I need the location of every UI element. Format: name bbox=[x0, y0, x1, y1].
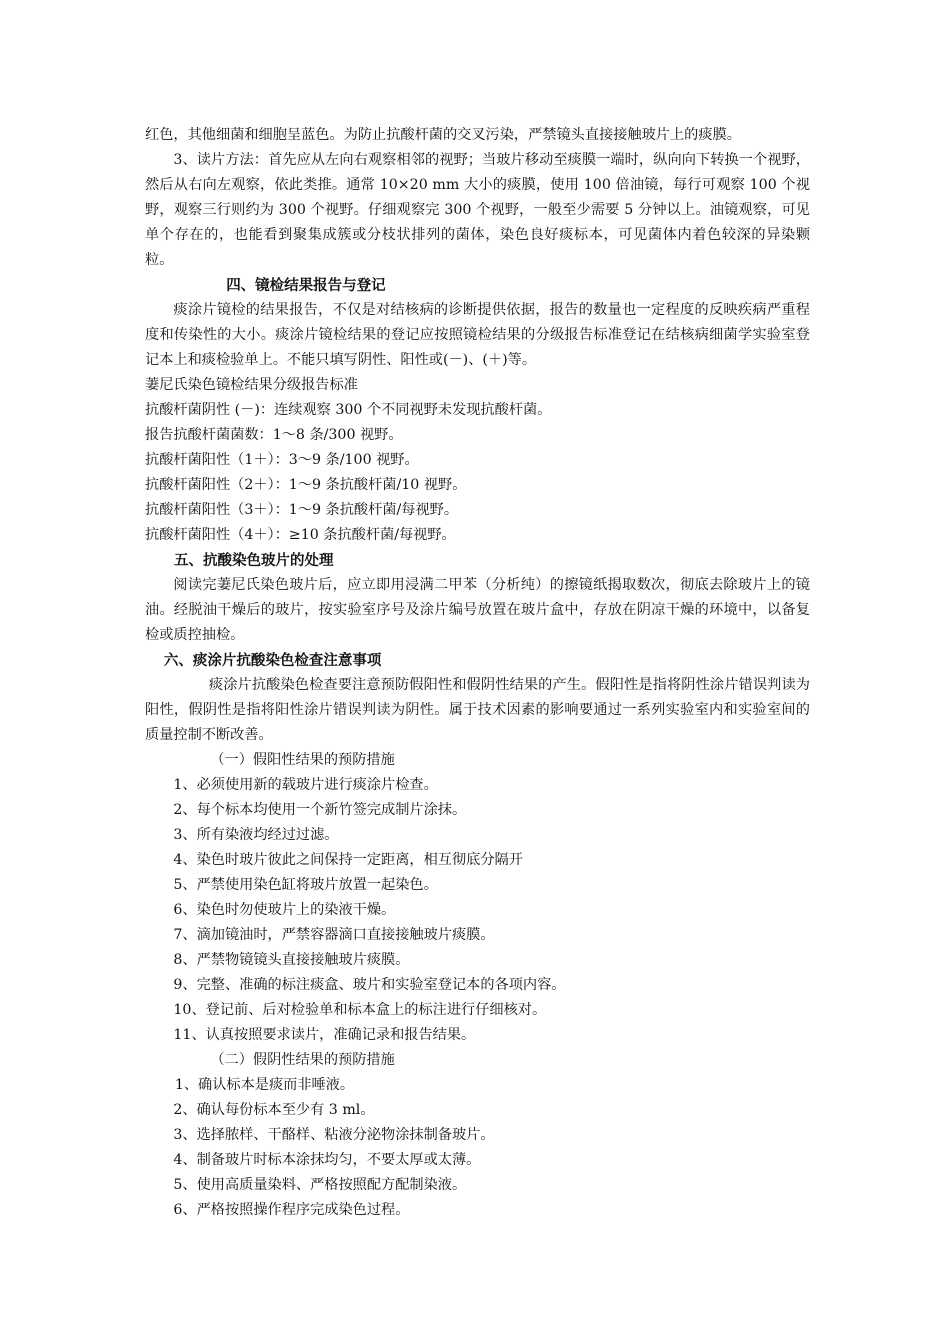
list-item: 3、所有染液均经过过滤。 bbox=[173, 827, 339, 843]
list-item: 5、使用高质量染料、严格按照配方配制染液。 bbox=[173, 1177, 467, 1193]
grade-item: 抗酸杆菌阳性（3＋）：1～9 条抗酸杆菌/每视野。 bbox=[145, 502, 459, 518]
grade-item: 抗酸杆菌阳性（2＋）：1～9 条抗酸杆菌/10 视野。 bbox=[145, 477, 467, 493]
grade-item: 报告抗酸杆菌菌数：1～8 条/300 视野。 bbox=[145, 427, 403, 443]
list-item: 4、制备玻片时标本涂抹均匀，不要太厚或太薄。 bbox=[173, 1152, 481, 1168]
paragraph-section-5: 阅读完萋尼氏染色玻片后，应立即用浸满二甲苯（分析纯）的擦镜纸揭取数次，彻底去除玻片上的镜油。经脱油干燥后的玻片，按实验室序号及涂片编号放置在玻片盒中，存放在阴凉干燥的环境中，以备复检或质控抽检。 bbox=[145, 577, 810, 643]
section-heading-5: 五、抗酸染色玻片的处理 bbox=[174, 552, 334, 569]
paragraph-intro-tail: 红色，其他细菌和细胞呈蓝色。为防止抗酸杆菌的交叉污染，严禁镜头直接接触玻片上的痰膜。 bbox=[145, 127, 741, 143]
paragraph-section-4: 痰涂片镜检的结果报告，不仅是对结核病的诊断提供依据，报告的数量也一定程度的反映疾病严重程度和传染性的大小。痰涂片镜检结果的登记应按照镜检结果的分级报告标准登记在结核病细菌学实验室登记本上和痰检验单上。不能只填写阴性、阳性或(－)、(＋)等。 bbox=[145, 302, 810, 368]
list-item: 2、每个标本均使用一个新竹签完成制片涂抹。 bbox=[173, 802, 467, 818]
list-item: 6、染色时勿使玻片上的染液干燥。 bbox=[173, 902, 396, 918]
paragraph-reading-method: 3、读片方法：首先应从左向右观察相邻的视野；当玻片移动至痰膜一端时，纵向向下转换一个视野，然后从右向左观察，依此类推。通常 10×20 mm 大小的痰膜，使用 100 倍油镜，每行可观察 100 个视野，观察三行则约为 300 个视野。仔细观察完 300 个视野，一般至少需要 5 分钟以上。油镜观察，可见单个存在的，也能看到聚集成簇或分枝状排列的菌体，染色良好痰标本，可见菌体内着色较深的异染颗粒。 bbox=[145, 152, 810, 268]
paragraph-section-6: 痰涂片抗酸染色检查要注意预防假阳性和假阴性结果的产生。假阳性是指将阴性涂片错误判读为阳性，假阴性是指将阳性涂片错误判读为阴性。属于技术因素的影响要通过一系列实验室内和实验室间的质量控制不断改善。 bbox=[145, 677, 810, 743]
grade-item: 抗酸杆菌阳性（4＋）：≥10 条抗酸杆菌/每视野。 bbox=[145, 527, 456, 543]
list-item: 2、确认每份标本至少有 3 ml。 bbox=[173, 1102, 375, 1118]
subsection-heading-false-positive: （一）假阳性结果的预防措施 bbox=[210, 752, 395, 768]
list-item: 9、完整、准确的标注痰盒、玻片和实验室登记本的各项内容。 bbox=[173, 977, 566, 993]
section-heading-4: 四、镜检结果报告与登记 bbox=[226, 277, 386, 294]
list-item: 5、严禁使用染色缸将玻片放置一起染色。 bbox=[173, 877, 438, 893]
subsection-heading-false-negative: （二）假阴性结果的预防措施 bbox=[210, 1052, 395, 1068]
list-item: 1、确认标本是痰而非唾液。 bbox=[174, 1077, 355, 1093]
grade-item: 抗酸杆菌阳性（1＋）：3～9 条/100 视野。 bbox=[145, 452, 419, 468]
list-item: 8、严禁物镜镜头直接接触玻片痰膜。 bbox=[173, 952, 410, 968]
list-item: 3、选择脓样、干酪样、粘液分泌物涂抹制备玻片。 bbox=[173, 1127, 495, 1143]
list-item: 11、认真按照要求读片，准确记录和报告结果。 bbox=[173, 1027, 476, 1043]
document-body bbox=[145, 123, 810, 1223]
list-item: 6、严格按照操作程序完成染色过程。 bbox=[173, 1202, 410, 1218]
grade-item: 抗酸杆菌阴性 (－)：连续观察 300 个不同视野未发现抗酸杆菌。 bbox=[145, 402, 552, 418]
list-item: 4、染色时玻片彼此之间保持一定距离，相互彻底分隔开 bbox=[173, 852, 523, 868]
grade-standard-title: 萋尼氏染色镜检结果分级报告标准 bbox=[145, 377, 358, 393]
list-item: 7、滴加镜油时，严禁容器滴口直接接触玻片痰膜。 bbox=[173, 927, 495, 943]
section-heading-6: 六、痰涂片抗酸染色检查注意事项 bbox=[163, 652, 382, 669]
list-item: 1、必须使用新的载玻片进行痰涂片检查。 bbox=[173, 777, 438, 793]
list-item: 10、登记前、后对检验单和标本盒上的标注进行仔细核对。 bbox=[173, 1002, 547, 1018]
